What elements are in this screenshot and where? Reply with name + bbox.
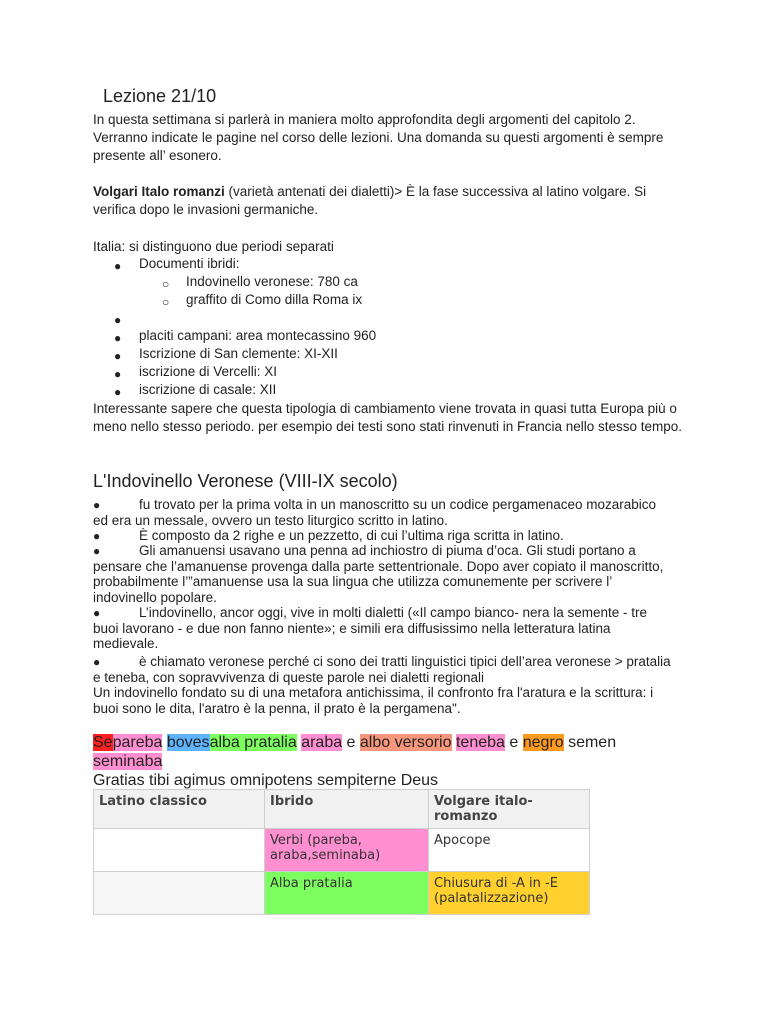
highlight-boves: boves: [166, 734, 210, 751]
header-volgare: Volgare italo-romanzo: [429, 790, 590, 829]
point-1: fu trovato per la prima volta in un manoscritto su un codice pergamenaceo mozarabico ed era un messale, ovvero un testo liturgico scritto in latino.: [93, 497, 657, 528]
section-heading: L'Indovinello Veronese (VIII-IX secolo): [93, 471, 398, 491]
point-5: è chiamato veronese perché ci sono dei tratti linguistici tipici dell’area veronese > pratalia e teneba, con sopravvivenza di queste parole nei dialetti regionali: [93, 654, 671, 685]
highlight-pareba: pareba: [112, 734, 163, 751]
table-cell: Alba pratalia: [265, 872, 429, 915]
gratias-line: Gratias tibi agimus omnipotens sempiterne Deus: [93, 772, 439, 789]
indovinello-latin-line-2: [93, 752, 162, 771]
bullet-icon: ●: [114, 331, 122, 345]
bullet-icon: ●: [93, 544, 101, 558]
bullet-icon: ●: [93, 606, 101, 620]
volgari-bold-term: Volgari Italo romanzi: [93, 184, 225, 199]
highlight-teneba: teneba: [455, 734, 505, 751]
bullet-icon: ●: [114, 349, 122, 363]
list-item-placiti: placiti campani: area montecassino 960: [139, 328, 377, 343]
table-cell: Apocope: [429, 829, 590, 872]
sub-item-indovinello: Indovinello veronese: 780 ca: [186, 274, 358, 289]
highlight-seminaba: seminaba: [93, 753, 163, 770]
table-cell: Verbi (pareba, araba,seminaba): [265, 829, 429, 872]
list-item-documenti: Documenti ibridi:: [139, 256, 240, 271]
list-item-casale: iscrizione di casale: XII: [139, 382, 277, 397]
word-e: e: [342, 734, 360, 751]
volgari-description: (varietà antenati dei dialetti)> È la fase successiva al latino volgare. Si verifica dopo le invasioni germaniche.: [93, 184, 647, 217]
table-cell: [94, 872, 265, 915]
indovinello-latin-line: [93, 733, 616, 752]
word-e: e: [504, 734, 523, 751]
circle-bullet-icon: ○: [162, 277, 170, 291]
sub-item-graffito: graffito di Como dilla Roma ix: [186, 292, 363, 307]
italia-line: Italia: si distinguono due periodi separati: [93, 239, 334, 254]
volgari-paragraph: [93, 183, 683, 219]
metafora-paragraph: Un indovinello fondato su di una metafora antichissima, il confronto fra l'aratura e la scrittura: i buoi sono le dita, l'aratro è la penna, il prato è la pergamena".: [93, 685, 654, 716]
word-semen: semen: [563, 734, 617, 751]
point-2: È composto da 2 righe e un pezzetto, di cui l’ultima riga scritta in latino.: [139, 528, 564, 543]
table-header-row: [94, 790, 590, 829]
bullet-icon: ●: [93, 655, 101, 669]
page-title: Lezione 21/10: [103, 86, 217, 106]
list-item-clemente: Iscrizione di San clemente: XI-XII: [139, 346, 338, 361]
highlight-araba: araba: [301, 734, 343, 751]
point-4: L’indovinello, ancor oggi, vive in molti dialetti («Il campo bianco- nera la semente - tre buoi lavorano - e due non fanno niente»; e simili era diffusissimo nella letteratura latina medievale.: [93, 605, 648, 651]
highlight-negro: negro: [522, 734, 564, 751]
header-ibrido: Ibrido: [265, 790, 429, 829]
bullet-icon: ●: [114, 367, 122, 381]
table-cell: [94, 829, 265, 872]
intro-paragraph: In questa settimana si parlerà in maniera molto approfondita degli argomenti del capitolo 2. Verranno indicate le pagine nel corso delle lezioni. Una domanda su questi argomenti è sempre presente all’ esonero.: [93, 112, 664, 163]
bullet-icon: ●: [114, 259, 122, 273]
table-cell: Chiusura di -A in -E (palatalizzazione): [429, 872, 590, 915]
table-row: [94, 829, 590, 872]
highlight-se: Se: [93, 734, 113, 751]
bullet-icon: ●: [93, 529, 101, 543]
comparison-table: [93, 789, 590, 915]
circle-bullet-icon: ○: [162, 295, 170, 309]
highlight-alba-pratalia: alba pratalia: [209, 734, 297, 751]
interessante-paragraph: Interessante sapere che questa tipologia di cambiamento viene trovata in quasi tutta Europa più o meno nello stesso periodo. per esempio dei testi sono stati rinvenuti in Francia nello stesso tempo.: [93, 401, 683, 434]
table-row: [94, 872, 590, 915]
header-latino-classico: Latino classico: [94, 790, 265, 829]
bullet-icon: ●: [114, 313, 122, 327]
highlight-albo-versorio: albo versorio: [359, 734, 452, 751]
point-3: Gli amanuensi usavano una penna ad inchiostro di piuma d’oca. Gli studi portano a pensare che l’amanuense provenga dalla parte settentrionale. Dopo aver copiato il manoscritto, probabilmente l’”amanuense usa la sua lingua che utilizza comunemente per scrivere l’ indovinello popolare.: [93, 543, 664, 605]
list-item-vercelli: iscrizione di Vercelli: XI: [139, 364, 278, 379]
bullet-icon: ●: [114, 385, 122, 399]
bullet-icon: ●: [93, 498, 101, 512]
